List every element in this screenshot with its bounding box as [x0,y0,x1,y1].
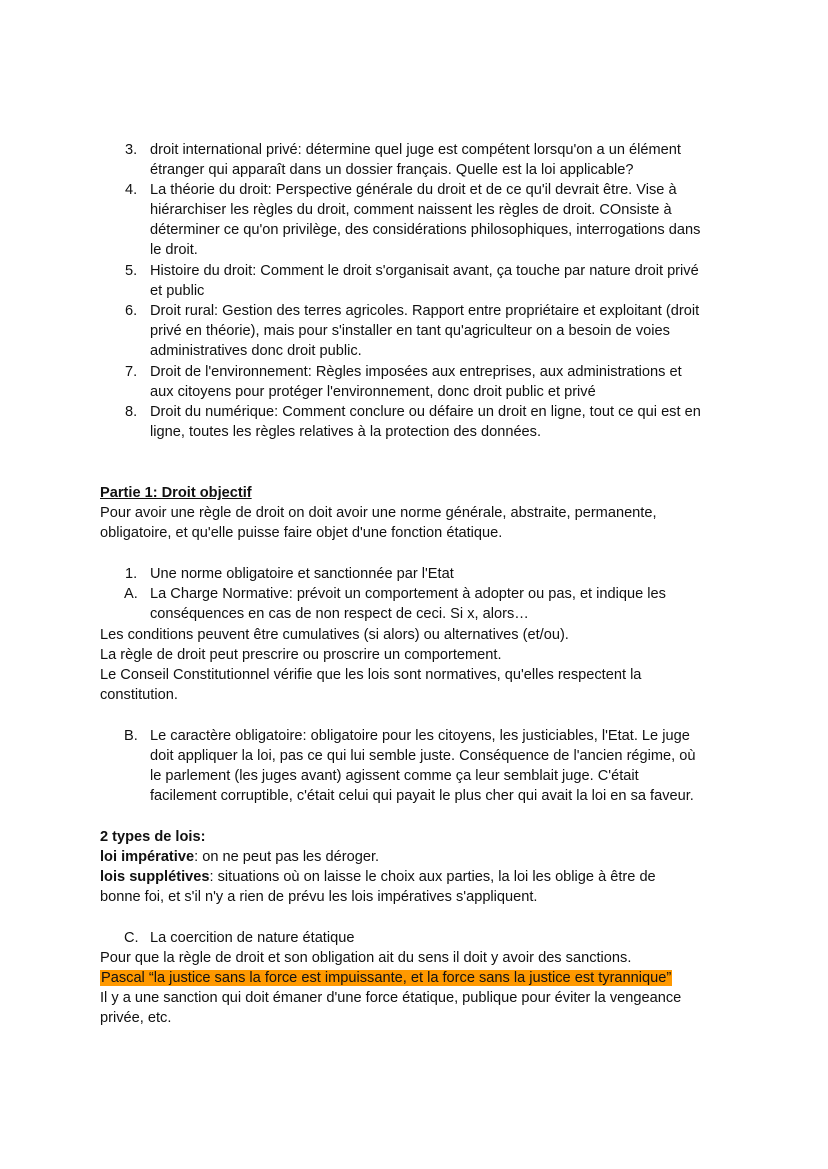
paragraph-line [100,847,379,867]
list-item-text: doit appliquer la loi, pas ce qui lui semble juste. Conséquence de l'ancien régime, où [150,748,696,764]
paragraph-line: privée, etc. [100,1010,172,1026]
intro-text: obligatoire, et qu'elle puisse faire objet d'une fonction étatique. [100,525,503,541]
list-item-text: hiérarchiser les règles du droit, comment naissent les règles de droit. COnsiste à [150,202,672,218]
paragraph-line: Pour que la règle de droit et son obligation ait du sens il doit y avoir des sanctions. [100,950,632,966]
section-heading: Partie 1: Droit objectif [100,485,252,501]
list-item-text: La Charge Normative: prévoit un comportement à adopter ou pas, et indique les [150,586,666,602]
list-item-text: La théorie du droit: Perspective générale du droit et de ce qu'il devrait être. Vise à [150,182,677,198]
list-letter: C. [124,930,139,946]
list-item-text: conséquences en cas de non respect de ceci. Si x, alors… [150,606,529,622]
list-item-text: aux citoyens pour protéger l'environnement, donc droit public et privé [150,384,596,400]
list-number: 8. [125,404,138,420]
list-item-text: Droit du numérique: Comment conclure ou défaire un droit en ligne, tout ce qui est en [150,404,701,420]
list-item-text: ligne, toutes les règles relatives à la protection des données. [150,424,542,440]
intro-text: Pour avoir une règle de droit on doit avoir une norme générale, abstraite, permanente, [100,505,657,521]
list-item-text: le droit. [150,242,198,258]
list-letter: B. [124,728,138,744]
definition-text: : on ne peut pas les déroger. [194,849,380,865]
definition-text: : situations où on laisse le choix aux parties, la loi les oblige à être de [209,869,656,885]
list-number: 5. [125,263,138,279]
paragraph-line: Le Conseil Constitutionnel vérifie que les lois sont normatives, qu'elles respectent la [100,667,642,683]
paragraph-line: Les conditions peuvent être cumulatives (si alors) ou alternatives (et/ou). [100,627,569,643]
list-item-text: Droit de l'environnement: Règles imposées aux entreprises, aux administrations et [150,364,682,380]
list-number: 7. [125,364,138,380]
list-item-text: le parlement (les juges avant) agissent comme ça leur semblait juge. C'était [150,768,639,784]
list-number: 1. [125,566,138,582]
types-heading: 2 types de lois: [100,829,206,845]
list-item-text: Droit rural: Gestion des terres agricoles. Rapport entre propriétaire et exploitant (droit [150,303,700,319]
list-item-text: administratives donc droit public. [150,343,362,359]
term-suppletive: lois supplétives [100,869,210,885]
highlighted-quote [100,968,672,988]
paragraph-line [100,867,656,887]
list-item-text: Une norme obligatoire et sanctionnée par l'Etat [150,566,454,582]
list-number: 3. [125,142,138,158]
paragraph-line: Il y a une sanction qui doit émaner d'une force étatique, publique pour éviter la vengeance [100,990,682,1006]
list-item-text: Le caractère obligatoire: obligatoire pour les citoyens, les justiciables, l'Etat. Le juge [150,728,690,744]
list-item-text: privé en théorie), mais pour s'installer en tant qu'agriculteur on a besoin de voies [150,323,670,339]
list-number: 6. [125,303,138,319]
list-item-text: La coercition de nature étatique [150,930,355,946]
paragraph-line: bonne foi, et s'il n'y a rien de prévu les lois impératives s'appliquent. [100,889,538,905]
term-imperative: loi impérative [100,849,195,865]
highlight: Pascal “la justice sans la force est impuissante, et la force sans la justice est tyrannique” [101,970,672,986]
list-item-text: et public [150,283,205,299]
paragraph-line: La règle de droit peut prescrire ou proscrire un comportement. [100,647,502,663]
list-number: 4. [125,182,138,198]
list-item-text: facilement corruptible, c'était celui qui payait le plus cher qui avait la loi en sa faveur. [150,788,694,804]
list-item-text: Histoire du droit: Comment le droit s'organisait avant, ça touche par nature droit privé [150,263,699,279]
paragraph-line: constitution. [100,687,178,703]
list-item-text: déterminer ce qu'on privilège, des considérations philosophiques, interrogations dans [150,222,701,238]
list-letter: A. [124,586,138,602]
list-item-text: droit international privé: détermine quel juge est compétent lorsqu'on a un élément [150,142,681,158]
list-item-text: étranger qui apparaît dans un dossier français. Quelle est la loi applicable? [150,162,634,178]
